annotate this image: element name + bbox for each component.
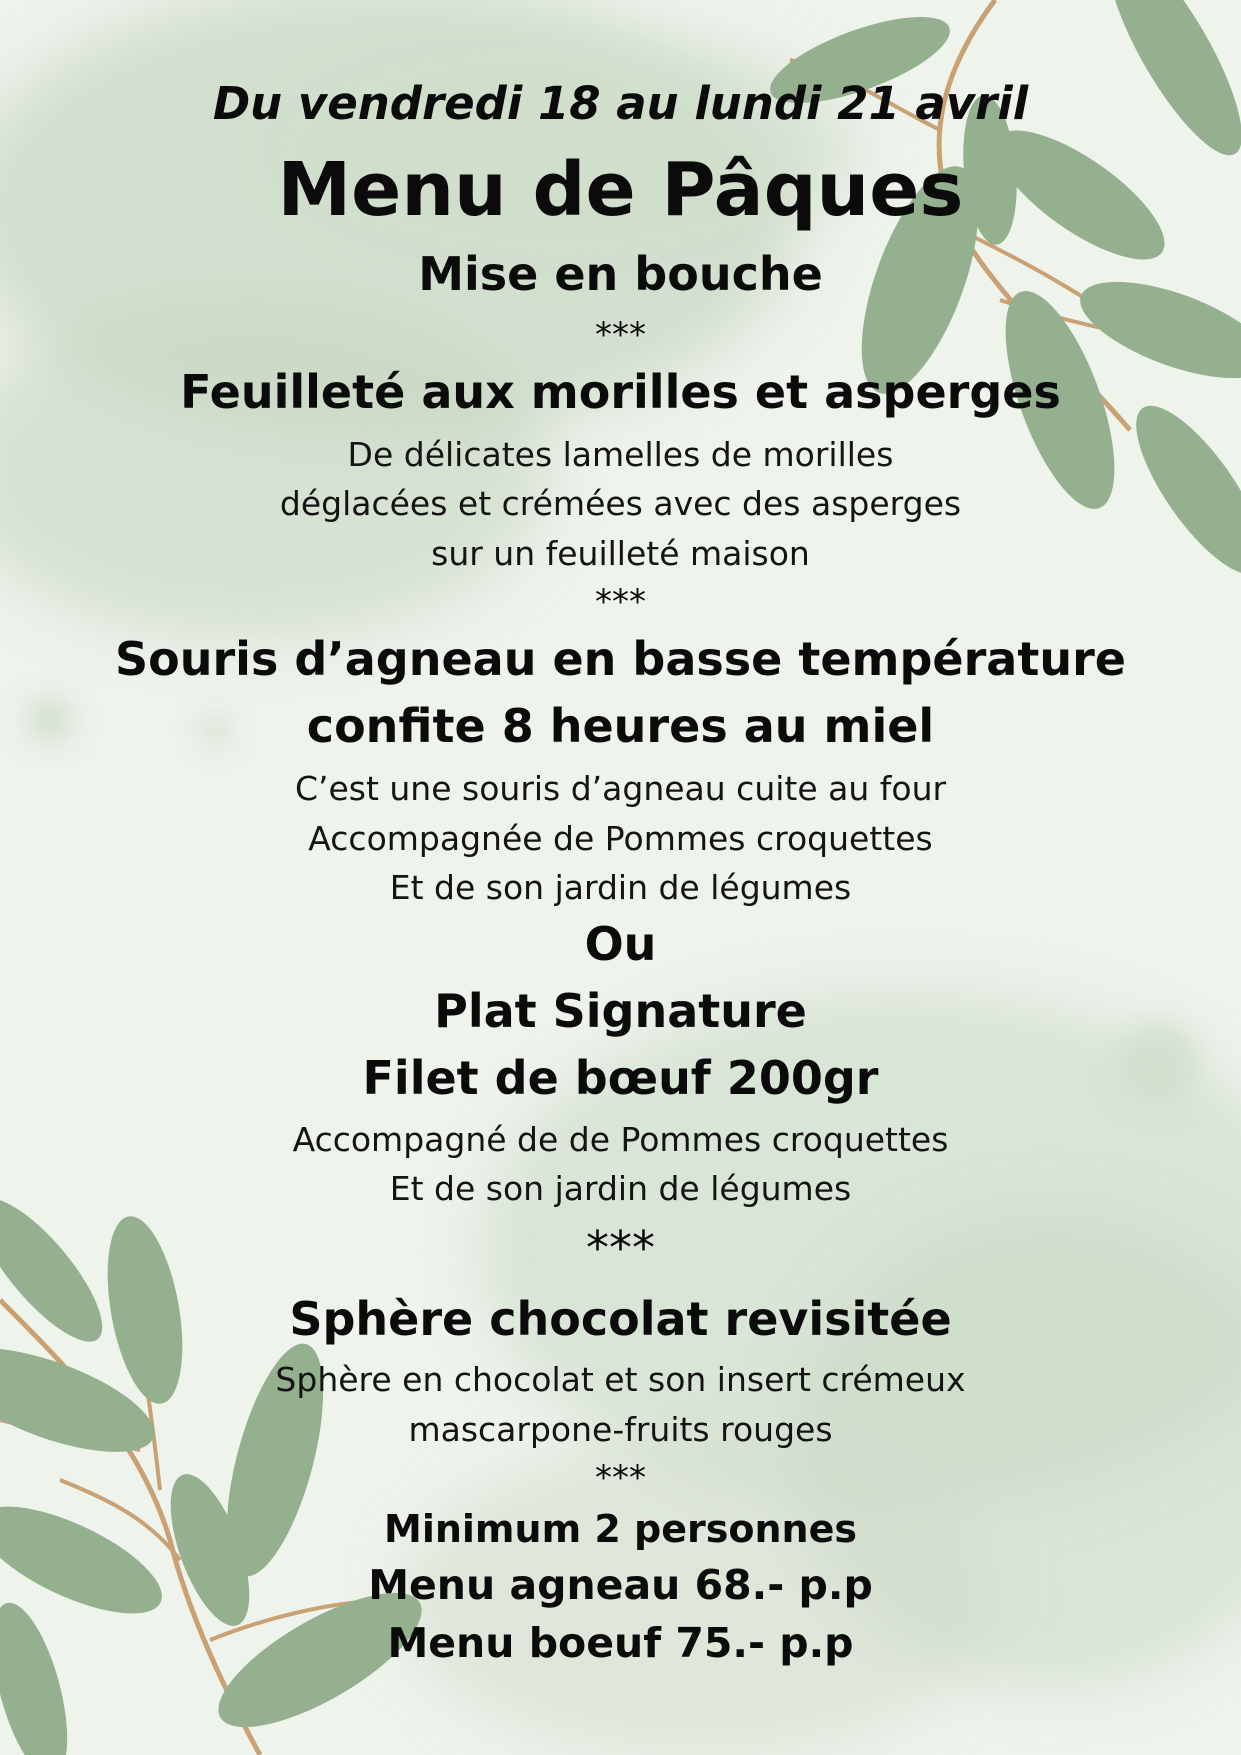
separator: *** <box>595 1458 646 1498</box>
beef-description-line: Et de son jardin de légumes <box>389 1169 852 1208</box>
dessert-name: Sphère chocolat revisitée <box>289 1292 952 1346</box>
beef-dish-name: Filet de bœuf 200gr <box>362 1051 879 1105</box>
menu-title: Menu de Pâques <box>277 147 964 233</box>
starter-name: Feuilleté aux morilles et asperges <box>180 365 1061 419</box>
starter-description-line: déglacées et crémées avec des asperges <box>279 484 962 523</box>
separator: *** <box>595 315 646 355</box>
lamb-dish-name-line: Souris d’agneau en basse température <box>115 632 1126 686</box>
signature-label: Plat Signature <box>434 984 807 1038</box>
lamb-description-line: C’est une souris d’agneau cuite au four <box>294 769 947 808</box>
starter-description-line: sur un feuilleté maison <box>431 534 810 573</box>
minimum-persons: Minimum 2 personnes <box>384 1507 857 1551</box>
separator: *** <box>586 1221 655 1275</box>
separator: *** <box>595 582 646 622</box>
lamb-description-line: Accompagnée de Pommes croquettes <box>308 819 933 858</box>
amuse-bouche-heading: Mise en bouche <box>418 247 823 301</box>
beef-description-line: Accompagné de de Pommes croquettes <box>292 1120 949 1159</box>
lamb-description-line: Et de son jardin de légumes <box>389 868 852 907</box>
lamb-dish-name-line: confite 8 heures au miel <box>306 699 935 753</box>
or-label: Ou <box>584 917 657 971</box>
menu-date: Du vendredi 18 au lundi 21 avril <box>212 77 1029 130</box>
starter-description-line: De délicates lamelles de morilles <box>347 435 894 474</box>
dessert-description-line: Sphère en chocolat et son insert crémeux <box>275 1360 966 1399</box>
beef-menu-price: Menu boeuf 75.- p.p <box>387 1619 854 1667</box>
dessert-description-line: mascarpone-fruits rouges <box>408 1410 833 1449</box>
lamb-menu-price: Menu agneau 68.- p.p <box>368 1561 873 1609</box>
